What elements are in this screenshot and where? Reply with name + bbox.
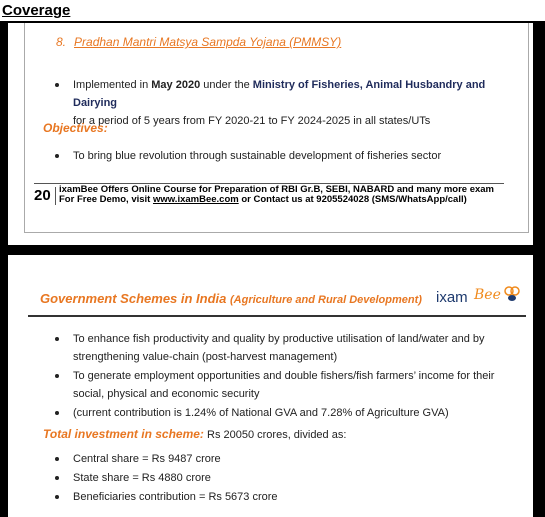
ixambee-logo	[436, 285, 526, 313]
impl-date: May 2020	[151, 79, 201, 91]
list-item: Central share = Rs 9487 crore	[53, 450, 353, 469]
list-item: To generate employment opportunities and double fishers/fish farmers’ income for their social, physical and economic security	[53, 367, 523, 403]
page-header	[28, 285, 526, 315]
impl-ministry: Ministry of Fisheries, Animal Husbandry and Dairying	[73, 79, 486, 109]
scheme-name: Pradhan Mantri Matsya Sampda Yojana (PMMSY)	[74, 35, 342, 49]
list-item: To bring blue revolution through sustainable development of fisheries sector	[53, 147, 523, 165]
implementation-list	[53, 76, 523, 130]
footer-text	[59, 185, 494, 205]
footer-contact: or Contact us at 9205524028 (SMS/WhatsApp/call)	[238, 194, 467, 205]
list-item	[53, 76, 523, 130]
page-title	[40, 291, 422, 306]
goals-list	[53, 330, 523, 423]
logo-text: ixam	[436, 289, 468, 306]
footer-line-1: ixamBee Offers Online Course for Preparation of RBI Gr.B, SEBI, NABARD and many more exam	[59, 184, 494, 195]
document-page-2	[8, 255, 533, 517]
investment-heading	[43, 427, 346, 441]
objectives-list	[53, 147, 523, 165]
page-footer	[34, 183, 504, 205]
list-item: (current contribution is 1.24% of National GVA and 7.28% of Agriculture GVA)	[53, 404, 523, 422]
list-item: State share = Rs 4880 crore	[53, 469, 353, 488]
logo-bee: Bee	[474, 287, 501, 303]
header-divider	[28, 315, 526, 317]
subtitle-text: (Agriculture and Rural Development)	[230, 294, 422, 306]
investment-text: Rs 20050 crores, divided as:	[203, 429, 347, 441]
bee-icon	[502, 285, 522, 305]
scheme-heading	[56, 35, 341, 49]
impl-period: for a period of 5 years from FY 2020-21 to FY 2024-2025 in all states/UTs	[73, 115, 431, 127]
footer-line-2: For Free Demo, visit	[59, 194, 153, 205]
list-item: To enhance fish productivity and quality by productive utilisation of land/water and by strengthening value-chain (post-harvest management)	[53, 330, 523, 366]
impl-text: under the	[200, 79, 253, 91]
list-item: Beneficiaries contribution = Rs 5673 crore	[53, 488, 353, 507]
impl-text: Implemented in	[73, 79, 152, 91]
coverage-title: Coverage	[2, 2, 71, 19]
footer-link[interactable]: www.ixamBee.com	[152, 194, 239, 205]
objectives-heading: Objectives:	[43, 121, 108, 135]
investment-label: Total investment in scheme:	[43, 427, 204, 441]
page-number: 20	[34, 187, 56, 205]
title-text: Government Schemes in India	[40, 291, 227, 306]
scheme-number: 8.	[56, 35, 67, 49]
shares-list	[53, 450, 353, 507]
document-page-1	[8, 23, 533, 245]
